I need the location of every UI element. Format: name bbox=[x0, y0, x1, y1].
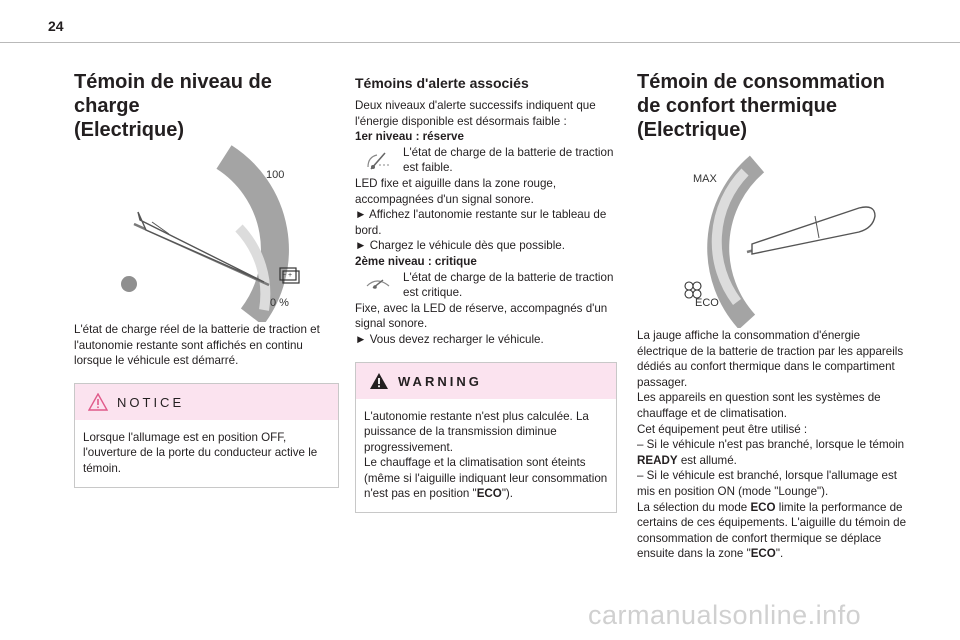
level1-icon-row bbox=[355, 145, 617, 176]
svg-text:− +: − + bbox=[282, 272, 293, 279]
ready-bold: READY bbox=[637, 453, 678, 467]
warning-body bbox=[356, 399, 616, 513]
header-rule bbox=[0, 42, 960, 43]
item1-pre: – Si le véhicule n'est pas branché, lorsque le témoin bbox=[637, 438, 905, 452]
notice-text: Lorsque l'allumage est en position OFF, l'ouverture de la porte du conducteur active le témoin. bbox=[83, 430, 318, 475]
critical-battery-warning-icon bbox=[365, 272, 391, 292]
notice-header bbox=[75, 384, 338, 420]
item1-post: est allumé. bbox=[677, 453, 737, 467]
warning-text-2 bbox=[364, 455, 608, 502]
warning-box bbox=[355, 362, 617, 514]
level2-icon-row bbox=[355, 270, 617, 301]
gauge-label-100: 100 bbox=[266, 169, 285, 181]
p4-post: limite la performance de certains de ces équipements. L'aiguille du témoin de consommation de confort thermique se déplace ensuite dans la zone " bbox=[637, 500, 907, 561]
thermal-p1: La jauge affiche la consommation d'énergie électrique de la batterie de traction par les appareils dédiés au confort thermique dans le compartiment passager. bbox=[637, 329, 904, 389]
led-icon bbox=[121, 276, 137, 292]
title-line-2: (Electrique) bbox=[74, 119, 185, 141]
thermal-p2: Les appareils en question sont les systèmes de chauffage et de climatisation. bbox=[637, 391, 881, 420]
alert-title: Témoins d'alerte associés bbox=[355, 75, 529, 91]
alert-intro: Deux niveaux d'alerte successifs indiquent que l'énergie disponible est désormais faible : bbox=[355, 99, 596, 128]
eco-bold-1: ECO bbox=[750, 500, 776, 514]
charge-level-section bbox=[74, 62, 339, 488]
warning-title: WARNING bbox=[398, 373, 482, 389]
watermark: carmanualsonline.info bbox=[588, 600, 862, 630]
notice-title: NOTICE bbox=[117, 394, 185, 410]
warning-triangle-icon bbox=[88, 393, 108, 411]
title-line-1: Témoin de niveau de charge bbox=[74, 71, 272, 117]
low-battery-warning-icon bbox=[365, 147, 391, 171]
thermal-comfort-section bbox=[637, 62, 907, 562]
gauge-label-max: MAX bbox=[693, 173, 717, 185]
charge-description: L'état de charge réel de la batterie de traction et l'autonomie restante sont affichés en continu lorsque le véhicule est démarré. bbox=[74, 323, 320, 368]
level1-icon-text: L'état de charge de la batterie de traction est faible. bbox=[403, 145, 614, 175]
thermal-needle bbox=[747, 207, 875, 254]
warning-text-1: L'autonomie restante n'est plus calculée. La puissance de la transmission diminue progressivement. bbox=[364, 409, 589, 454]
charge-gauge-illustration bbox=[74, 142, 339, 322]
eco-bold-2: ECO bbox=[750, 547, 776, 561]
thermal-gauge-illustration bbox=[637, 142, 907, 328]
warning-text-2-post: "). bbox=[501, 487, 514, 501]
thermal-item-1 bbox=[637, 437, 907, 468]
p4-pre: La sélection du mode bbox=[637, 500, 751, 514]
level1-line-2: ► Affichez l'autonomie restante sur le tableau de bord. bbox=[355, 208, 607, 237]
alert-section bbox=[355, 62, 617, 513]
fan-icon bbox=[685, 282, 701, 298]
level1-line-3: ► Chargez le véhicule dès que possible. bbox=[355, 239, 565, 253]
level1-label: 1er niveau : réserve bbox=[355, 130, 464, 144]
gauge-label-0: 0 % bbox=[270, 297, 289, 309]
thermal-title-line-1: Témoin de consommation bbox=[637, 71, 885, 93]
warning-exclamation-icon bbox=[369, 372, 389, 390]
warning-header bbox=[356, 363, 616, 399]
thermal-item-2: – Si le véhicule est branché, lorsque l'allumage est mis en position ON (mode "Lounge"). bbox=[637, 469, 897, 498]
level2-label: 2ème niveau : critique bbox=[355, 254, 477, 268]
level1-line-1: LED fixe et aiguille dans la zone rouge, accompagnées d'un signal sonore. bbox=[355, 176, 557, 206]
notice-box bbox=[74, 383, 339, 488]
thermal-title-line-2: de confort thermique bbox=[637, 95, 838, 117]
warning-text-2-pre: Le chauffage et la climatisation sont éteints (même si l'aiguille indiquant leur consommation n'est pas en position " bbox=[364, 456, 608, 501]
level2-line-1: Fixe, avec la LED de réserve, accompagnés d'un signal sonore. bbox=[355, 301, 608, 331]
level2-line-2: ► Vous devez recharger le véhicule. bbox=[355, 332, 544, 346]
charge-level-title bbox=[74, 70, 339, 142]
page-number: 24 bbox=[48, 18, 64, 34]
level2-icon-text: L'état de charge de la batterie de traction est critique. bbox=[403, 270, 614, 300]
gauge-label-eco: ECO bbox=[695, 297, 719, 309]
thermal-title bbox=[637, 70, 907, 142]
warning-eco-bold: ECO bbox=[476, 487, 502, 501]
thermal-title-line-3: (Electrique) bbox=[637, 119, 748, 141]
p4-end: ". bbox=[775, 547, 784, 561]
thermal-p3: Cet équipement peut être utilisé : bbox=[637, 422, 808, 436]
thermal-p4 bbox=[637, 500, 907, 562]
